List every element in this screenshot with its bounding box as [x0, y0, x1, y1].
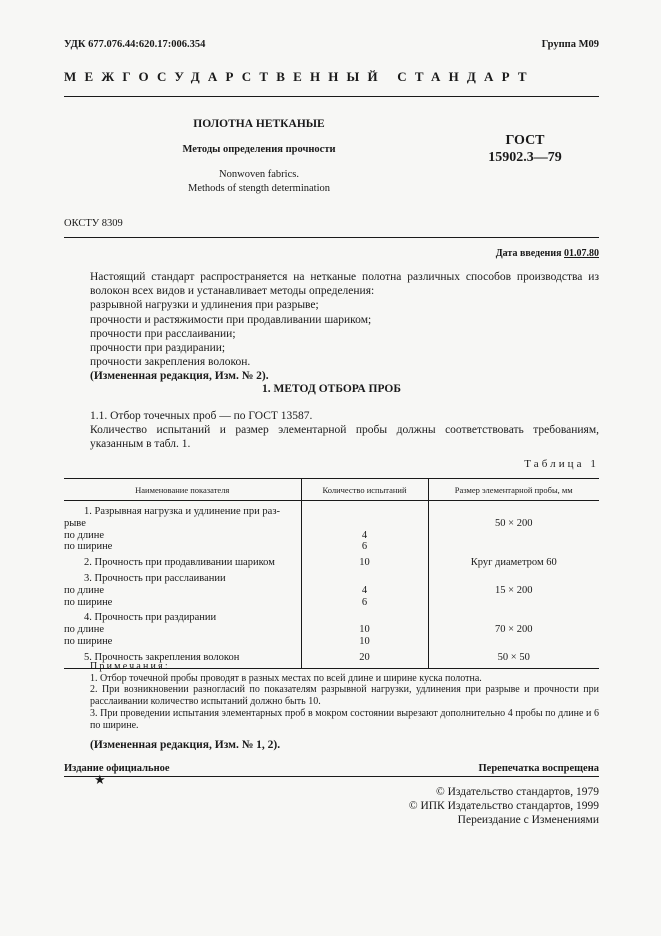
size-cell: [428, 608, 599, 647]
note-item: 2. При возникновении разногласий по показателям разрывной нагрузки, удлинения при разрыве и прочности при расслаивании количество испытаний должно быть 10.: [90, 684, 599, 708]
okstu-code: ОКСТУ 8309: [64, 218, 123, 229]
size-value: Круг диаметром 60: [470, 557, 557, 569]
indicator-cell: [64, 501, 301, 554]
sampling-table: [64, 478, 599, 669]
size-value: 70 × 200: [495, 624, 533, 636]
count-value: 20: [359, 651, 370, 663]
gost-number: 15902.3—79: [488, 150, 562, 165]
direction-label: по ширине: [64, 541, 113, 553]
direction-label: по длине: [64, 529, 104, 541]
column-header: Размер элементарной пробы, мм: [428, 479, 599, 501]
publisher-block: [409, 785, 599, 827]
udk-code: УДК 677.076.44:620.17:006.354: [64, 39, 206, 50]
indicator-name: 3. Прочность при расслаивании: [84, 572, 226, 584]
official-edition: Издание официальное: [64, 763, 170, 774]
english-title-line1: Nonwoven fabrics.: [219, 169, 299, 180]
intro-text: Настоящий стандарт распространяется на нетканые полотна различных способов производства из волокон всех видов и устанавливает методы определения:: [90, 271, 599, 298]
intro-item: прочности закрепления волокон.: [90, 356, 251, 369]
gost-designation: [462, 132, 588, 166]
count-cell: [301, 608, 428, 647]
count-cell: [301, 501, 428, 554]
intro-item: разрывной нагрузки и удлинения при разрыве;: [90, 299, 319, 312]
star-icon: ★: [94, 772, 106, 787]
document-title: ПОЛОТНА НЕТКАНЫЕ: [193, 118, 325, 130]
note-item: 3. При проведении испытания элементарных проб в мокром состоянии вырезают дополнительно 4 пробы по длине и 6 по ширине.: [90, 707, 599, 731]
intro-item: прочности при расслаивании;: [90, 327, 236, 340]
size-value: 50 × 50: [497, 651, 530, 663]
notes-label: Примечания:: [90, 661, 170, 672]
direction-label: по ширине: [64, 596, 113, 608]
section-amendment: [64, 738, 599, 752]
count-cell: [301, 569, 428, 608]
direction-label: по ширине: [64, 635, 113, 647]
column-header: Количество испытаний: [301, 479, 428, 501]
gost-label: ГОСТ: [505, 133, 545, 148]
table-header-row: [64, 479, 599, 501]
section1-p1: 1.1. Отбор точечных проб — по ГОСТ 13587.: [90, 410, 313, 422]
section1-p2: Количество испытаний и размер элементарной пробы должны соответствовать требованиям, указанным в табл. 1.: [90, 424, 599, 451]
english-title-line2: Methods of stength determination: [187, 183, 331, 194]
direction-label: по длине: [64, 584, 104, 596]
group-code: Группа М09: [541, 39, 599, 50]
size-cell: [428, 501, 599, 554]
indicator-name: 4. Прочность при раздирании: [84, 612, 217, 624]
count-value: 10: [359, 624, 370, 636]
indicator-cell: [64, 569, 301, 608]
amendment-text: (Измененная редакция, Изм. № 1, 2).: [90, 739, 281, 751]
count-value: 6: [361, 541, 368, 553]
intro-item: прочности и растяжимости при продавливании шариком;: [90, 313, 372, 326]
table-row: [64, 501, 599, 554]
size-value: 15 × 200: [495, 584, 533, 596]
header-rule: [64, 96, 599, 97]
publisher-line: © ИПК Издательство стандартов, 1999: [408, 800, 599, 812]
table-row: [64, 608, 599, 647]
indicator-name-cont: рыве: [64, 517, 86, 529]
document-subtitle: Методы определения прочности: [182, 144, 336, 155]
table-caption: Таблица 1: [524, 458, 599, 470]
count-value: 4: [361, 584, 368, 596]
note-item: 1. Отбор точечной пробы проводят в разных местах по всей длине и ширине куска полотна.: [90, 672, 482, 684]
size-value: 50 × 200: [495, 517, 533, 529]
english-title: [64, 168, 454, 196]
table-notes: [64, 661, 599, 731]
section1-text: [64, 409, 599, 452]
direction-label: по длине: [64, 624, 104, 636]
size-cell: [428, 553, 599, 569]
date-label: Дата введения: [495, 248, 562, 259]
indicator-cell: [64, 553, 301, 569]
publisher-line: © Издательство стандартов, 1979: [435, 786, 599, 798]
table-row: [64, 569, 599, 608]
count-value: 10: [359, 635, 370, 647]
size-cell: [428, 569, 599, 608]
count-value: 4: [361, 529, 368, 541]
section-heading: 1. МЕТОД ОТБОРА ПРОБ: [262, 383, 401, 395]
count-value: 10: [359, 557, 370, 569]
footer-rule: [64, 776, 599, 777]
indicator-name: 1. Разрывная нагрузка и удлинение при раз-: [84, 506, 280, 517]
intro-amendment: (Измененная редакция, Изм. № 2).: [90, 370, 269, 383]
intro-block: [64, 270, 599, 384]
reprint-prohibited: Перепечатка воспрещена: [478, 763, 599, 774]
indicator-cell: [64, 608, 301, 647]
count-cell: [301, 553, 428, 569]
publisher-line: Переиздание с Изменениями: [457, 814, 599, 826]
column-header: Наименование показателя: [64, 479, 301, 501]
intro-item: прочности при раздирании;: [90, 342, 226, 355]
count-value: 6: [361, 596, 368, 608]
standard-banner: МЕЖГОСУДАРСТВЕННЫЙ СТАНДАРТ: [64, 69, 535, 84]
table-row: [64, 553, 599, 569]
indicator-name: 5. Прочность закрепления волокон: [84, 651, 240, 663]
date-value: 01.07.80: [564, 248, 599, 259]
introduction-date: [496, 248, 599, 259]
okstu-rule: [64, 237, 599, 238]
indicator-name: 2. Прочность при продавливании шариком: [84, 557, 275, 569]
